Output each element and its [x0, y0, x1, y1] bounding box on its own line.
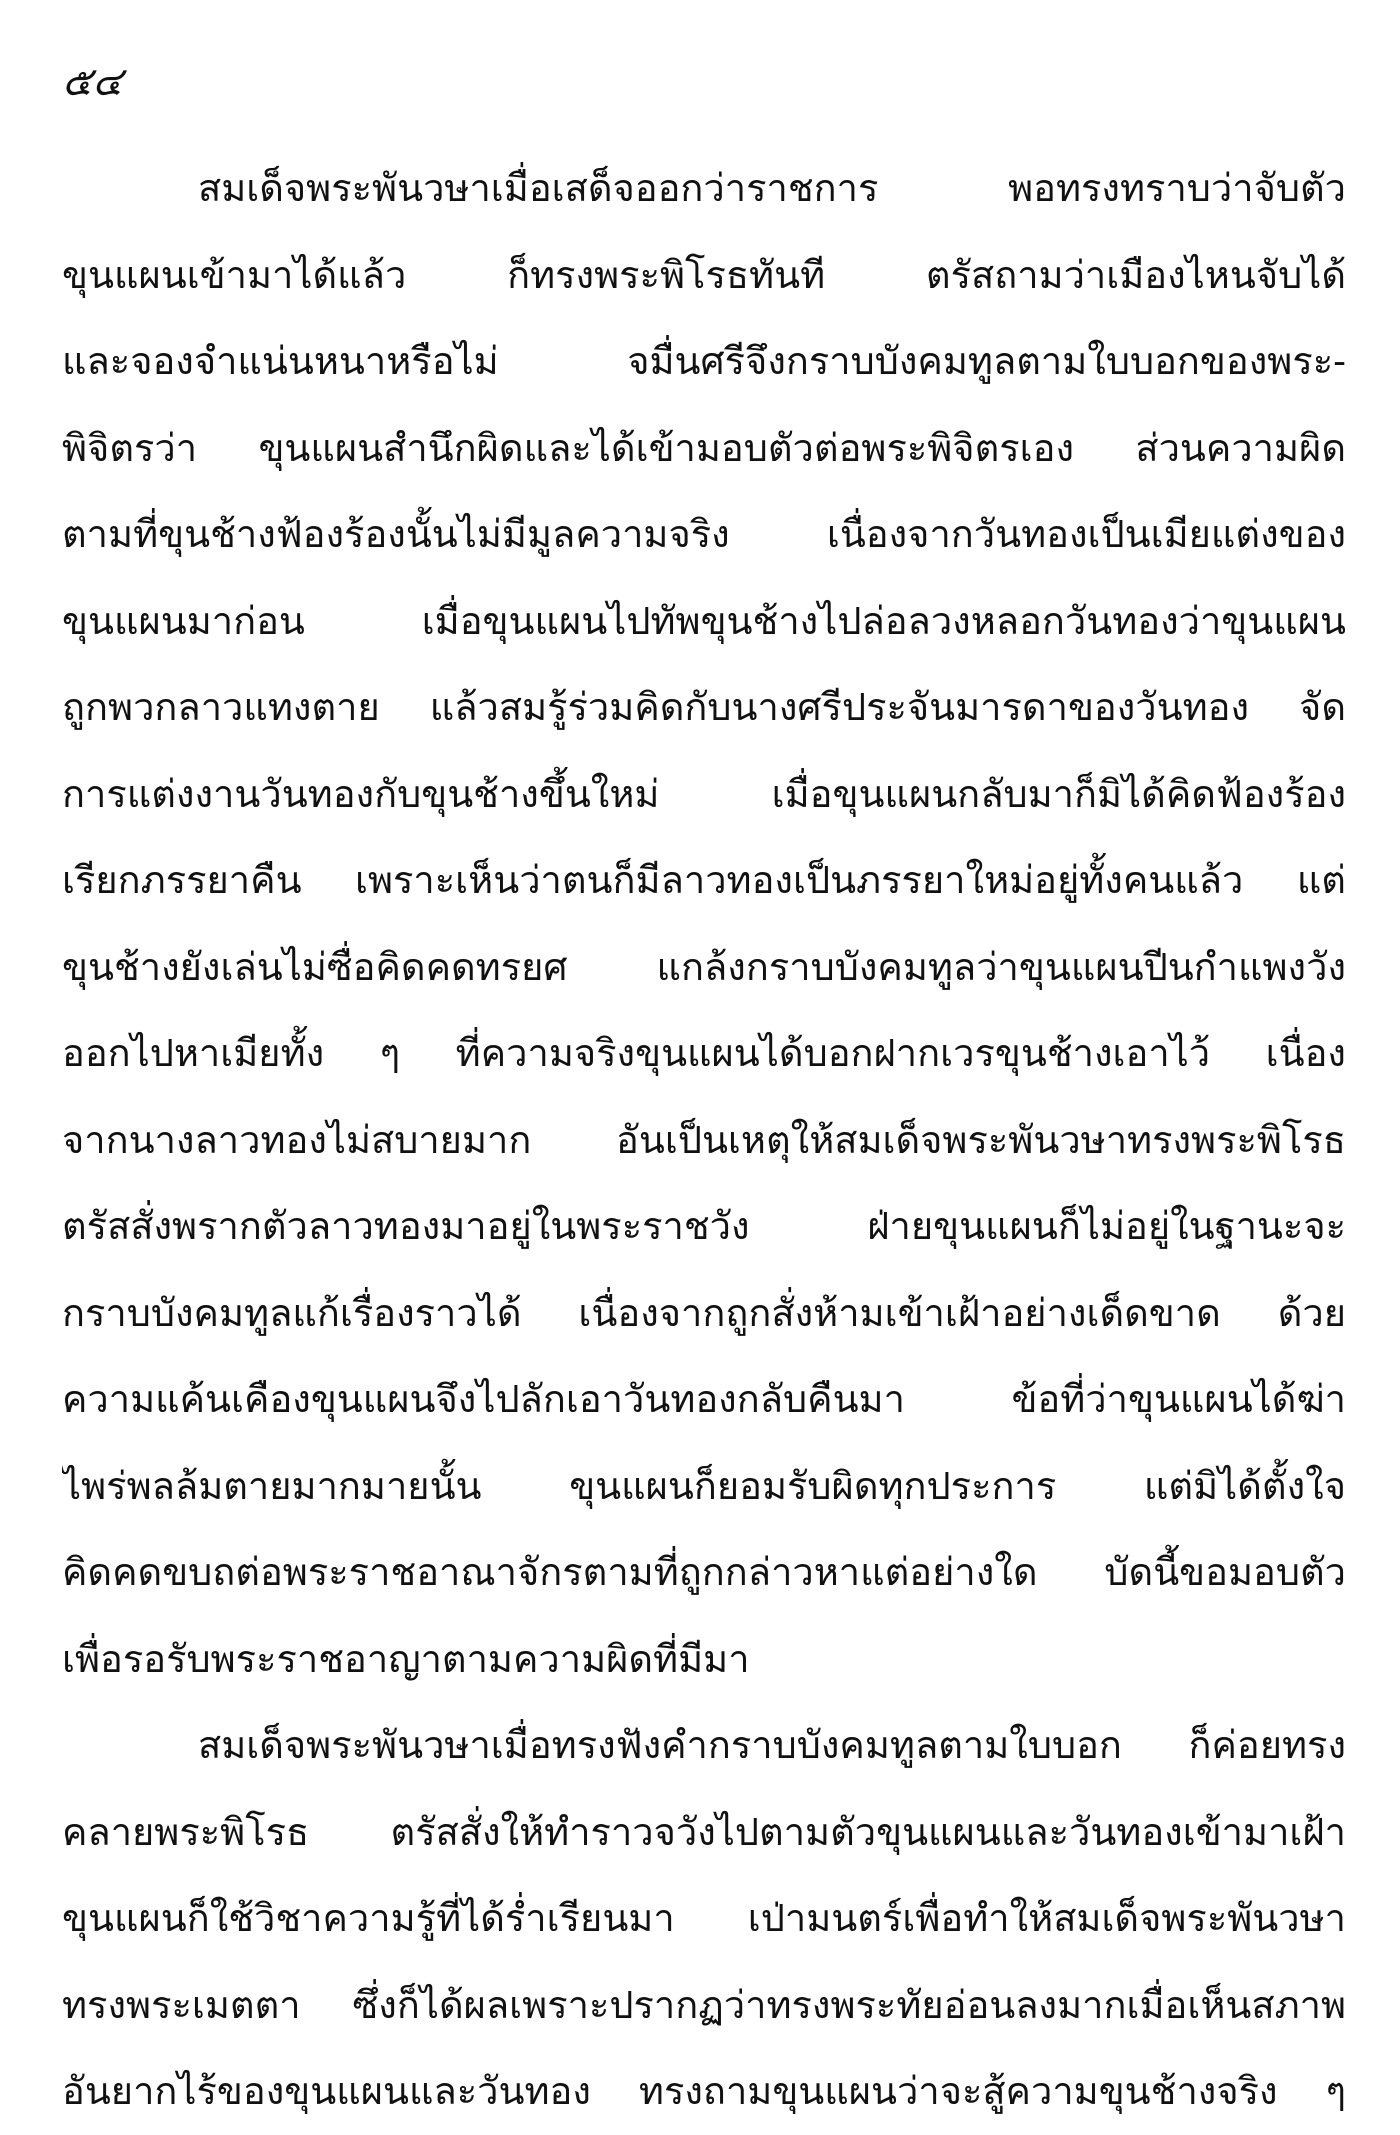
text-line: กราบบังคมทูลแก้เรื่องราวได้ เนื่องจากถูกสั่งห้ามเข้าเฝ้าอย่างเด็ดขาด ด้วย — [62, 1290, 1346, 1335]
body-text — [62, 145, 1346, 2135]
text-line: ตามที่ขุนช้างฟ้องร้องนั้นไม่มีมูลความจริง เนื่องจากวันทองเป็นเมียแต่งของ — [62, 512, 1346, 556]
text-line: การแต่งงานวันทองกับขุนช้างขึ้นใหม่ เมื่อขุนแผนกลับมาก็มิได้คิดฟ้องร้อง — [62, 771, 1346, 816]
page-number: ๕๔ — [62, 59, 123, 105]
text-line: อันยากไร้ของขุนแผนและวันทอง ทรงถามขุนแผนว่าจะสู้ความขุนช้างจริง ๆ — [62, 2069, 1346, 2113]
text-line: คิดคดขบถต่อพระราชอาณาจักรตามที่ถูกกล่าวหาแต่อย่างใด บัดนี้ขอมอบตัว — [62, 1550, 1346, 1594]
text-line: ขุนช้างยังเล่นไม่ซื่อคิดคดทรยศ แกล้งกราบบังคมทูลว่าขุนแผนปีนกำแพงวัง — [62, 944, 1346, 989]
text-line: เพื่อรอรับพระราชอาญาตามความผิดที่มีมา — [62, 1636, 750, 1681]
text-line: สมเด็จพระพันวษาเมื่อเสด็จออกว่าราชการ พอทรงทราบว่าจับตัว — [198, 166, 1346, 210]
text-line: ตรัสสั่งพรากตัวลาวทองมาอยู่ในพระราชวัง ฝ่ายขุนแผนก็ไม่อยู่ในฐานะจะ — [62, 1204, 1346, 1248]
text-line: ความแค้นเคืองขุนแผนจึงไปลักเอาวันทองกลับคืนมา ข้อที่ว่าขุนแผนได้ฆ่า — [62, 1377, 1346, 1421]
text-line: จากนางลาวทองไม่สบายมาก อันเป็นเหตุให้สมเด็จพระพันวษาทรงพระพิโรธ — [62, 1117, 1346, 1162]
text-line: คลายพระพิโรธ ตรัสสั่งให้ทำราวจวังไปตามตัวขุนแผนและวันทองเข้ามาเฝ้า — [62, 1809, 1346, 1854]
text-line: และจองจำแน่นหนาหรือไม่ จมื่นศรีจึงกราบบังคมทูลตามใบบอกของพระ- — [62, 339, 1346, 383]
text-line: ขุนแผนก็ใช้วิชาความรู้ที่ได้ร่ำเรียนมา เป่ามนตร์เพื่อทำให้สมเด็จพระพันวษา — [62, 1896, 1346, 1940]
text-line: ไพร่พลล้มตายมากมายนั้น ขุนแผนก็ยอมรับผิดทุกประการ แต่มิได้ตั้งใจ — [62, 1463, 1346, 1508]
text-line: ถูกพวกลาวแทงตาย แล้วสมรู้ร่วมคิดกับนางศรีประจันมารดาของวันทอง จัด — [62, 685, 1346, 729]
text-line: พิจิตรว่า ขุนแผนสำนึกผิดและได้เข้ามอบตัวต่อพระพิจิตรเอง ส่วนความผิด — [62, 425, 1346, 470]
text-line: เรียกภรรยาคืน เพราะเห็นว่าตนก็มีลาวทองเป็นภรรยาใหม่อยู่ทั้งคนแล้ว แต่ — [62, 858, 1346, 902]
text-line: สมเด็จพระพันวษาเมื่อทรงฟังคำกราบบังคมทูลตามใบบอก ก็ค่อยทรง — [198, 1723, 1346, 1767]
text-line: ทรงพระเมตตา ซึ่งก็ได้ผลเพราะปรากฏว่าทรงพระทัยอ่อนลงมากเมื่อเห็นสภาพ — [62, 1982, 1346, 2027]
text-line: ออกไปหาเมียทั้ง ๆ ที่ความจริงขุนแผนได้บอกฝากเวรขุนช้างเอาไว้ เนื่อง — [62, 1031, 1346, 1075]
text-line: ขุนแผนมาก่อน เมื่อขุนแผนไปทัพขุนช้างไปล่อลวงหลอกวันทองว่าขุนแผน — [62, 598, 1346, 643]
text-line: ขุนแผนเข้ามาได้แล้ว ก็ทรงพระพิโรธทันที ตรัสถามว่าเมืองไหนจับได้ — [62, 252, 1346, 297]
